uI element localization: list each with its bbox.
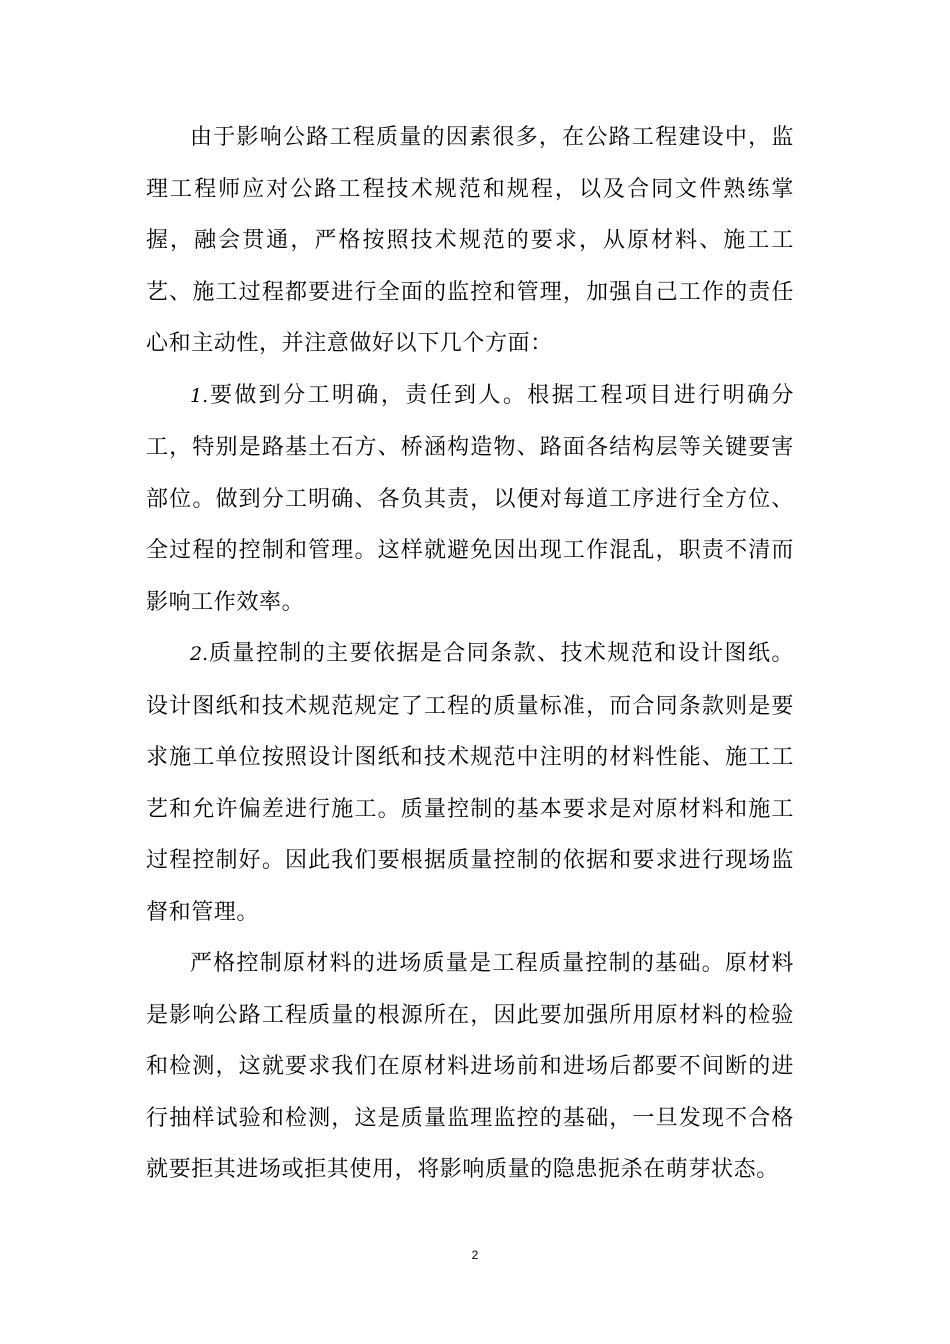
paragraph-number: 2. [190, 643, 209, 665]
paragraph-item-1 [146, 370, 794, 629]
paragraph-text: 由于影响公路工程质量的因素很多，在公路工程建设中，监理工程师应对公路工程技术规范和规程，以及合同文件熟练掌握，融会贯通，严格按照技术规范的要求，从原材料、施工工艺、施工过程都要进行全面的监控和管理，加强自己工作的责任心和主动性，并注意做好以下几个方面： [146, 125, 794, 356]
page-number: 2 [471, 1248, 479, 1262]
paragraph-text: 要做到分工明确，责任到人。根据工程项目进行明确分工，特别是路基土石方、桥涵构造物、路面各结构层等关键要害部位。做到分工明确、各负其责，以便对每道工序进行全方位、全过程的控制和管理。这样就避免因出现工作混乱，职责不清而影响工作效率。 [146, 382, 794, 615]
paragraph-materials [146, 938, 794, 1196]
paragraph-number: 1. [190, 384, 209, 407]
paragraph-intro [146, 112, 794, 370]
paragraph-text: 质量控制的主要依据是合同条款、技术规范和设计图纸。设计图纸和技术规范规定了工程的质量标准，而合同条款则是要求施工单位按照设计图纸和技术规范中注明的材料性能、施工工艺和允许偏差进行施工。质量控制的基本要求是对原材料和施工过程控制好。因此我们要根据质量控制的依据和要求进行现场监督和管理。 [146, 641, 794, 925]
document-body [146, 112, 794, 1196]
paragraph-item-2 [146, 628, 794, 938]
paragraph-text: 严格控制原材料的进场质量是工程质量控制的基础。原材料是影响公路工程质量的根源所在，因此要加强所用原材料的检验和检测，这就要求我们在原材料进场前和进场后都要不间断的进行抽样试验和检测，这是质量监理监控的基础，一旦发现不合格就要拒其进场或拒其使用，将影响质量的隐患扼杀在萌芽状态。 [146, 951, 794, 1182]
